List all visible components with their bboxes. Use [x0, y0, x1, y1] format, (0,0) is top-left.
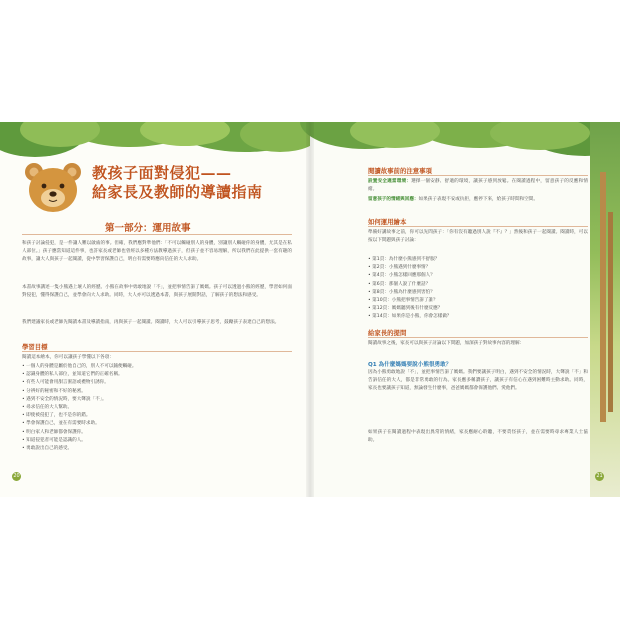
list-item: • 認識身體的私人部位，並知道它們的正確名稱。 — [22, 372, 123, 378]
list-item: • 學會保護自己，並在有需要時求助。 — [22, 421, 100, 427]
list-item: • 第14頁：如果你是小熊，你會怎樣做？ — [368, 314, 452, 320]
answer-paragraph: 因為小熊勇敢地說「不」，並把事情告訴了媽媽。我們要讓孩子明白，遇到不安全的情況時，大聲說「不」和告訴信任的大人，都是非常勇敢的行為。家長應多稱讚孩子，讓孩子有信心在遇到困難時主動求助。同時，家長也要讓孩子知道，無論發生什麼事，爸爸媽媽都會保護他們、愛他們。 — [368, 370, 588, 392]
parent-questions-heading: 給家長的提問 — [368, 329, 407, 337]
goals-intro: 閱讀這本繪本，你可以讓孩子學懂以下各項： — [22, 355, 114, 360]
book-spread — [0, 122, 620, 497]
list-item: • 第8頁：小熊為什麼感到害怕？ — [368, 289, 435, 295]
title-line-2: 給家長及教師的導讀指南 — [92, 183, 263, 201]
parent-intro: 閱讀故事之後，家長可以與孩子討論以下問題，加深孩子對故事內容的理解： — [368, 341, 525, 346]
list-item: • 一個人的身體是屬於他自己的，別人不可以隨便觸碰。 — [22, 364, 137, 369]
list-item: • 尋求信任的大人幫助。 — [22, 405, 73, 411]
title-line-1: 教孩子面對侵犯—— — [92, 164, 232, 182]
divider — [368, 175, 588, 176]
section-heading: 第一部分：運用故事 — [105, 223, 191, 234]
list-item: • 第10頁：小熊把事情告訴了誰？ — [368, 298, 438, 304]
notes-heading: 閱讀故事前的注意事項 — [368, 167, 432, 175]
intro-paragraph-2: 本書故事講述一隻小熊遇上壞人的經歷。小熊在故事中勇敢地說「不」，並把事情告訴了媽媽。孩子可以透過小熊的經歷，學習如何面對侵犯，懂得保護自己，並學會向大人求助。同時，大人亦可以透過本書，與孩子展開對話，了解孩子的想法和感受。 — [22, 285, 292, 299]
list-item: • 有些人可能會用甜言蜜語或禮物引誘你。 — [22, 380, 109, 386]
right-page — [310, 122, 620, 497]
list-item: • 第2頁：小熊遇到什麼事情？ — [368, 265, 431, 271]
list-item: • 即使被侵犯了，也不是你的錯。 — [22, 413, 91, 419]
usage-list — [368, 256, 588, 322]
list-item: • 分辨好的秘密和不好的秘密。 — [22, 388, 86, 394]
list-item: • 知道侵犯者可能是認識的人。 — [22, 437, 86, 443]
left-page — [0, 122, 310, 497]
goals-heading: 學習目標 — [22, 343, 48, 351]
list-item: • 遇到不安全的情況時，要大聲說「不」。 — [22, 396, 107, 402]
divider — [22, 351, 292, 352]
list-item: • 明白家人和老師都會保護你。 — [22, 429, 86, 435]
note-1: 設置安全適當環境：選擇一個安靜、舒適的環境，讓孩子感到放鬆。在閱讀過程中，留意孩子的反應和情緒。 — [368, 179, 588, 193]
page-number-right: 21 — [596, 473, 603, 479]
list-item: • 第4頁：小熊怎樣回應那個人？ — [368, 273, 435, 279]
usage-paragraph: 準備好講故事之前，你可以先問孩子：「你有沒有聽過別人說『不』？」然後和孩子一起閱讀。閱讀時，可以按以下問題與孩子討論： — [368, 230, 588, 244]
bear-illustration — [20, 158, 86, 218]
list-item: • 勇敢說出自己的感受。 — [22, 446, 73, 452]
intro-paragraph-3: 我們建議家長或老師先閱讀本書及導讀指南，再與孩子一起閱讀。閱讀時，大人可以引導孩子思考，鼓勵孩子表達自己的想法。 — [22, 320, 280, 325]
divider — [368, 226, 588, 227]
question-heading: Q1 為什麼媽媽要說小熊很勇敢？ — [368, 362, 452, 368]
list-item: • 第1頁：為什麼小熊感到不舒服？ — [368, 257, 440, 262]
list-item: • 第6頁：那個人說了什麼話？ — [368, 281, 431, 287]
page-number-left: 20 — [13, 473, 20, 479]
usage-heading: 如何運用繪本 — [368, 218, 407, 226]
list-item: • 第12頁：媽媽聽到後有什麼反應？ — [368, 306, 443, 312]
intro-paragraph: 和孩子討論侵犯，是一件讓人難以啟齒的事。但確，我們應對準他們：「不可以觸碰別人的身體，別讓別人觸碰你的身體，尤其是在私人部位。」孩子應當知道這件事，也許家長或老師也曾經以多種方法教導過孩子，但孩子並不容易理解，所以我們在此提供一套有趣的故事，讓大人與孩子一起閱讀，從中學習保護自己，明白有需要時應向信任的大人求助。 — [22, 241, 292, 263]
answer-paragraph-2: 如果孩子在閱讀過程中表現出異常的情緒，家長應耐心聆聽，不要責怪孩子，並在需要時尋求專業人士協助。 — [368, 430, 588, 444]
tree-illustration — [590, 122, 620, 497]
book-gutter — [306, 122, 314, 497]
note-2: 留意孩子的情緒與回應：如果孩子表現不安或抗拒，應停下來，給孩子時間和空間。 — [368, 197, 538, 202]
goals-list — [22, 363, 292, 453]
foliage-illustration — [310, 122, 620, 167]
divider — [22, 234, 292, 235]
divider — [368, 337, 588, 338]
page-title — [92, 164, 302, 202]
